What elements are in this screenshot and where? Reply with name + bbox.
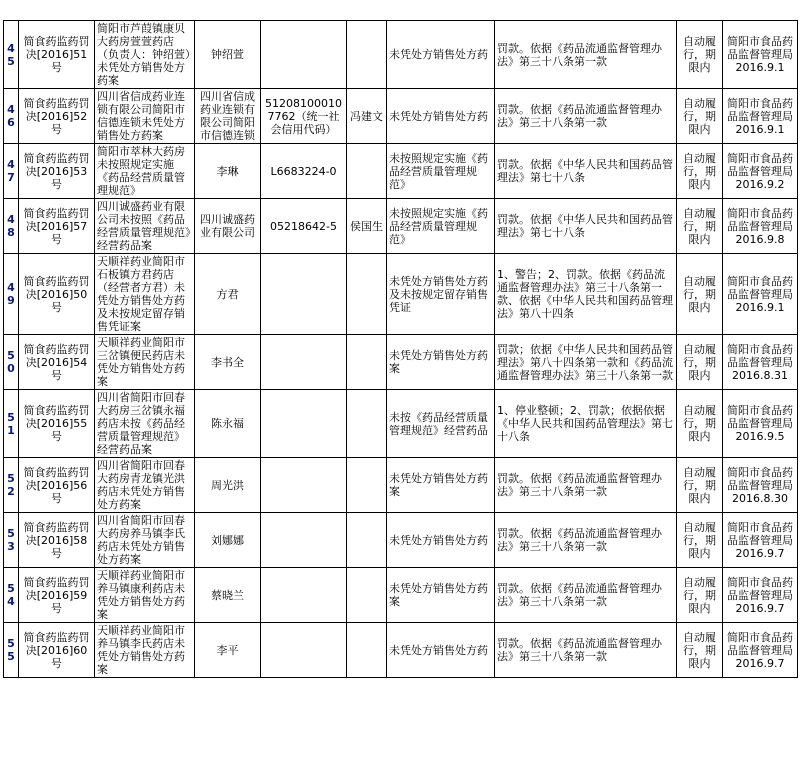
decision-date: 2016.9.2 <box>735 177 785 191</box>
authority-name: 简阳市食品药品监督管理局 <box>727 575 793 602</box>
table-row <box>4 335 798 390</box>
row-number-cell[interactable]: 47 <box>4 144 19 199</box>
authority-date-cell[interactable] <box>723 458 798 513</box>
penalty-basis-cell[interactable]: 罚款。依据《药品流通监督管理办法》第三十八条第一款 <box>495 513 677 568</box>
party-name-cell[interactable]: 方君 <box>195 254 261 335</box>
authority-name: 简阳市食品药品监督管理局 <box>727 630 793 657</box>
penalty-basis-cell[interactable]: 罚款。依据《中华人民共和国药品管理法》第七十八条 <box>495 199 677 254</box>
legal-rep-cell[interactable] <box>347 458 387 513</box>
top-cropped-row <box>0 0 800 20</box>
row-number-cell[interactable]: 55 <box>4 623 19 678</box>
party-name-cell[interactable]: 李平 <box>195 623 261 678</box>
table-row <box>4 390 798 458</box>
performance-cell[interactable]: 自动履行，期限内 <box>677 335 723 390</box>
violation-cell[interactable]: 未凭处方销售处方药 <box>387 513 495 568</box>
authority-name: 简阳市食品药品监督管理局 <box>727 465 793 492</box>
party-name-cell[interactable]: 四川省信成药业连锁有限公司简阳市信德连锁 <box>195 89 261 144</box>
decision-date: 2016.9.8 <box>735 232 785 246</box>
table-row <box>4 89 798 144</box>
case-name-cell[interactable]: 简阳市萃林大药房未按照规定实施《药品经营质量管理规范》 <box>95 144 195 199</box>
authority-name: 简阳市食品药品监督管理局 <box>727 520 793 547</box>
violation-cell[interactable]: 未按照规定实施《药品经营质量管理规范》 <box>387 144 495 199</box>
case-name-cell[interactable]: 简阳市芦葭镇康贝大药房萱萱药店（负责人：钟绍萱）未凭处方销售处方药案 <box>95 21 195 89</box>
penalty-basis-cell[interactable]: 罚款。依据《药品流通监督管理办法》第三十八条第一款 <box>495 21 677 89</box>
legal-rep-cell[interactable]: 侯国生 <box>347 199 387 254</box>
authority-name: 简阳市食品药品监督管理局 <box>727 206 793 233</box>
authority-date-cell[interactable] <box>723 568 798 623</box>
bottom-cropped-row <box>0 724 800 782</box>
penalty-basis-cell[interactable]: 罚款。依据《中华人民共和国药品管理法》第七十八条 <box>495 144 677 199</box>
case-number-cell[interactable]: 简食药监药罚决[2016]55号 <box>19 390 95 458</box>
table-row <box>4 199 798 254</box>
decision-date: 2016.9.1 <box>735 61 785 74</box>
table-row <box>4 21 798 89</box>
decision-date: 2016.8.31 <box>732 368 788 382</box>
case-name-cell[interactable]: 天顺祥药业简阳市石板镇方君药店（经营者方君）未凭处方销售处方药及未按规定留存销售凭证案 <box>95 254 195 335</box>
violation-cell[interactable]: 未凭处方销售处方药案 <box>387 458 495 513</box>
case-name-cell[interactable]: 四川省信成药业连锁有限公司简阳市信德连锁未凭处方销售处方药案 <box>95 89 195 144</box>
party-name-cell[interactable]: 刘娜娜 <box>195 513 261 568</box>
performance-cell[interactable]: 自动履行，期限内 <box>677 513 723 568</box>
violation-cell[interactable]: 未凭处方销售处方药及未按规定留存销售凭证 <box>387 254 495 335</box>
table-row <box>4 568 798 623</box>
performance-cell[interactable]: 自动履行，期限内 <box>677 458 723 513</box>
table-row <box>4 623 798 678</box>
case-number-cell[interactable]: 简食药监药罚决[2016]52号 <box>19 89 95 144</box>
performance-cell[interactable]: 自动履行，期限内 <box>677 89 723 144</box>
authority-date-cell[interactable] <box>723 144 798 199</box>
party-name-cell[interactable]: 周光洪 <box>195 458 261 513</box>
case-name-cell[interactable]: 四川省简阳市回春大药房养马镇李氏药店未凭处方销售处方药案 <box>95 513 195 568</box>
authority-name: 简阳市食品药品监督管理局 <box>727 342 793 369</box>
penalty-table <box>3 20 798 678</box>
decision-date: 2016.9.7 <box>735 546 785 560</box>
credit-code-cell[interactable] <box>261 568 347 623</box>
decision-date: 2016.9.7 <box>735 601 785 615</box>
decision-date: 2016.9.5 <box>735 430 785 443</box>
penalty-basis-cell[interactable]: 1、停业整顿；2、罚款；依据依据《中华人民共和国药品管理法》第七十八条 <box>495 390 677 458</box>
credit-code-cell[interactable] <box>261 513 347 568</box>
table-row <box>4 254 798 335</box>
authority-name: 简阳市食品药品监督管理局 <box>727 404 793 430</box>
case-name-cell[interactable]: 四川诚盛药业有限公司未按照《药品经营质量管理规范》经营药品案 <box>95 199 195 254</box>
row-number-cell[interactable]: 50 <box>4 335 19 390</box>
table-body <box>4 21 798 678</box>
row-number-cell[interactable]: 52 <box>4 458 19 513</box>
row-number-cell[interactable]: 45 <box>4 21 19 89</box>
case-number-cell[interactable]: 简食药监药罚决[2016]54号 <box>19 335 95 390</box>
violation-cell[interactable]: 未凭处方销售处方药 <box>387 89 495 144</box>
party-name-cell[interactable]: 陈永福 <box>195 390 261 458</box>
authority-name: 简阳市食品药品监督管理局 <box>727 96 793 123</box>
case-number-cell[interactable]: 简食药监药罚决[2016]59号 <box>19 568 95 623</box>
decision-date: 2016.8.30 <box>732 491 788 505</box>
legal-rep-cell[interactable] <box>347 568 387 623</box>
credit-code-cell[interactable]: 05218642-5 <box>261 199 347 254</box>
legal-rep-cell[interactable]: 冯建文 <box>347 89 387 144</box>
performance-cell[interactable]: 自动履行，期限内 <box>677 21 723 89</box>
authority-date-cell[interactable] <box>723 390 798 458</box>
authority-name: 简阳市食品药品监督管理局 <box>727 35 793 61</box>
performance-cell[interactable]: 自动履行，期限内 <box>677 144 723 199</box>
row-number-cell[interactable]: 51 <box>4 390 19 458</box>
performance-cell[interactable]: 自动履行，期限内 <box>677 623 723 678</box>
case-number-cell[interactable]: 简食药监药罚决[2016]53号 <box>19 144 95 199</box>
credit-code-cell[interactable] <box>261 390 347 458</box>
row-number-cell[interactable]: 54 <box>4 568 19 623</box>
authority-date-cell[interactable] <box>723 623 798 678</box>
table-row <box>4 144 798 199</box>
authority-date-cell[interactable] <box>723 335 798 390</box>
case-number-cell[interactable]: 简食药监药罚决[2016]57号 <box>19 199 95 254</box>
performance-cell[interactable]: 自动履行，期限内 <box>677 199 723 254</box>
violation-cell[interactable]: 未按照规定实施《药品经营质量管理规范》 <box>387 199 495 254</box>
penalty-basis-cell[interactable]: 罚款。依据《药品流通监督管理办法》第三十八条第一款 <box>495 89 677 144</box>
credit-code-cell[interactable]: 512081000107762（统一社会信用代码） <box>261 89 347 144</box>
case-number-cell[interactable]: 简食药监药罚决[2016]56号 <box>19 458 95 513</box>
violation-cell[interactable]: 未按《药品经营质量管理规范》经营药品 <box>387 390 495 458</box>
credit-code-cell[interactable]: L6683224-0 <box>261 144 347 199</box>
credit-code-cell[interactable] <box>261 254 347 335</box>
credit-code-cell[interactable] <box>261 21 347 89</box>
performance-cell[interactable]: 自动履行，期限内 <box>677 254 723 335</box>
penalty-basis-cell[interactable]: 1、警告；2、罚款。依据《药品流通监督管理办法》第三十八条第一款、依据《中华人民共和国药品管理法》第八十四条 <box>495 254 677 335</box>
penalty-basis-cell[interactable]: 罚款。依据《药品流通监督管理办法》第三十八条第一款 <box>495 568 677 623</box>
violation-cell[interactable]: 未凭处方销售处方药案 <box>387 335 495 390</box>
row-number-cell[interactable]: 48 <box>4 199 19 254</box>
authority-date-cell[interactable] <box>723 254 798 335</box>
table-row <box>4 458 798 513</box>
violation-cell[interactable]: 未凭处方销售处方药案 <box>387 568 495 623</box>
authority-date-cell[interactable] <box>723 199 798 254</box>
row-number-cell[interactable]: 53 <box>4 513 19 568</box>
party-name-cell[interactable]: 蔡晓兰 <box>195 568 261 623</box>
legal-rep-cell[interactable] <box>347 335 387 390</box>
case-number-cell[interactable]: 简食药监药罚决[2016]58号 <box>19 513 95 568</box>
case-number-cell[interactable]: 简食药监药罚决[2016]50号 <box>19 254 95 335</box>
violation-cell[interactable]: 未凭处方销售处方药 <box>387 21 495 89</box>
penalty-basis-cell[interactable]: 罚款。依据《药品流通监督管理办法》第三十八条第一款 <box>495 623 677 678</box>
authority-name: 简阳市食品药品监督管理局 <box>727 274 793 301</box>
case-name-cell[interactable]: 天顺祥药业简阳市养马镇康利药店未凭处方销售处方药案 <box>95 568 195 623</box>
authority-date-cell[interactable] <box>723 21 798 89</box>
authority-name: 简阳市食品药品监督管理局 <box>727 151 793 178</box>
performance-cell[interactable]: 自动履行，期限内 <box>677 390 723 458</box>
performance-cell[interactable]: 自动履行，期限内 <box>677 568 723 623</box>
decision-date: 2016.9.7 <box>735 656 785 670</box>
table-row <box>4 513 798 568</box>
legal-rep-cell[interactable] <box>347 623 387 678</box>
case-name-cell[interactable]: 天顺祥药业简阳市三岔镇便民药店未凭处方销售处方药案 <box>95 335 195 390</box>
credit-code-cell[interactable] <box>261 335 347 390</box>
legal-rep-cell[interactable] <box>347 144 387 199</box>
party-name-cell[interactable]: 李琳 <box>195 144 261 199</box>
violation-cell[interactable]: 未凭处方销售处方药 <box>387 623 495 678</box>
authority-date-cell[interactable] <box>723 513 798 568</box>
credit-code-cell[interactable] <box>261 458 347 513</box>
case-name-cell[interactable]: 天顺祥药业简阳市养马镇李氏药店未凭处方销售处方药案 <box>95 623 195 678</box>
credit-code-cell[interactable] <box>261 623 347 678</box>
case-name-cell[interactable]: 四川省简阳市回春大药房三岔镇永福药店未按《药品经营质量管理规范》经营药品案 <box>95 390 195 458</box>
case-number-cell[interactable]: 简食药监药罚决[2016]60号 <box>19 623 95 678</box>
authority-date-cell[interactable] <box>723 89 798 144</box>
party-name-cell[interactable]: 钟绍萱 <box>195 21 261 89</box>
row-number-cell[interactable]: 46 <box>4 89 19 144</box>
row-number-cell[interactable]: 49 <box>4 254 19 335</box>
party-name-cell[interactable]: 四川诚盛药业有限公司 <box>195 199 261 254</box>
decision-date: 2016.9.1 <box>735 122 785 136</box>
decision-date: 2016.9.1 <box>735 300 785 314</box>
legal-rep-cell[interactable] <box>347 513 387 568</box>
legal-rep-cell[interactable] <box>347 21 387 89</box>
legal-rep-cell[interactable] <box>347 390 387 458</box>
legal-rep-cell[interactable] <box>347 254 387 335</box>
case-name-cell[interactable]: 四川省简阳市回春大药房青龙镇光洪药店未凭处方销售处方药案 <box>95 458 195 513</box>
party-name-cell[interactable]: 李书全 <box>195 335 261 390</box>
penalty-basis-cell[interactable]: 罚款；依据《中华人民共和国药品管理法》第八十四条第一款和《药品流通监督管理办法》第三十八条第一款 <box>495 335 677 390</box>
penalty-basis-cell[interactable]: 罚款。依据《药品流通监督管理办法》第三十八条第一款 <box>495 458 677 513</box>
case-number-cell[interactable]: 简食药监药罚决[2016]51号 <box>19 21 95 89</box>
